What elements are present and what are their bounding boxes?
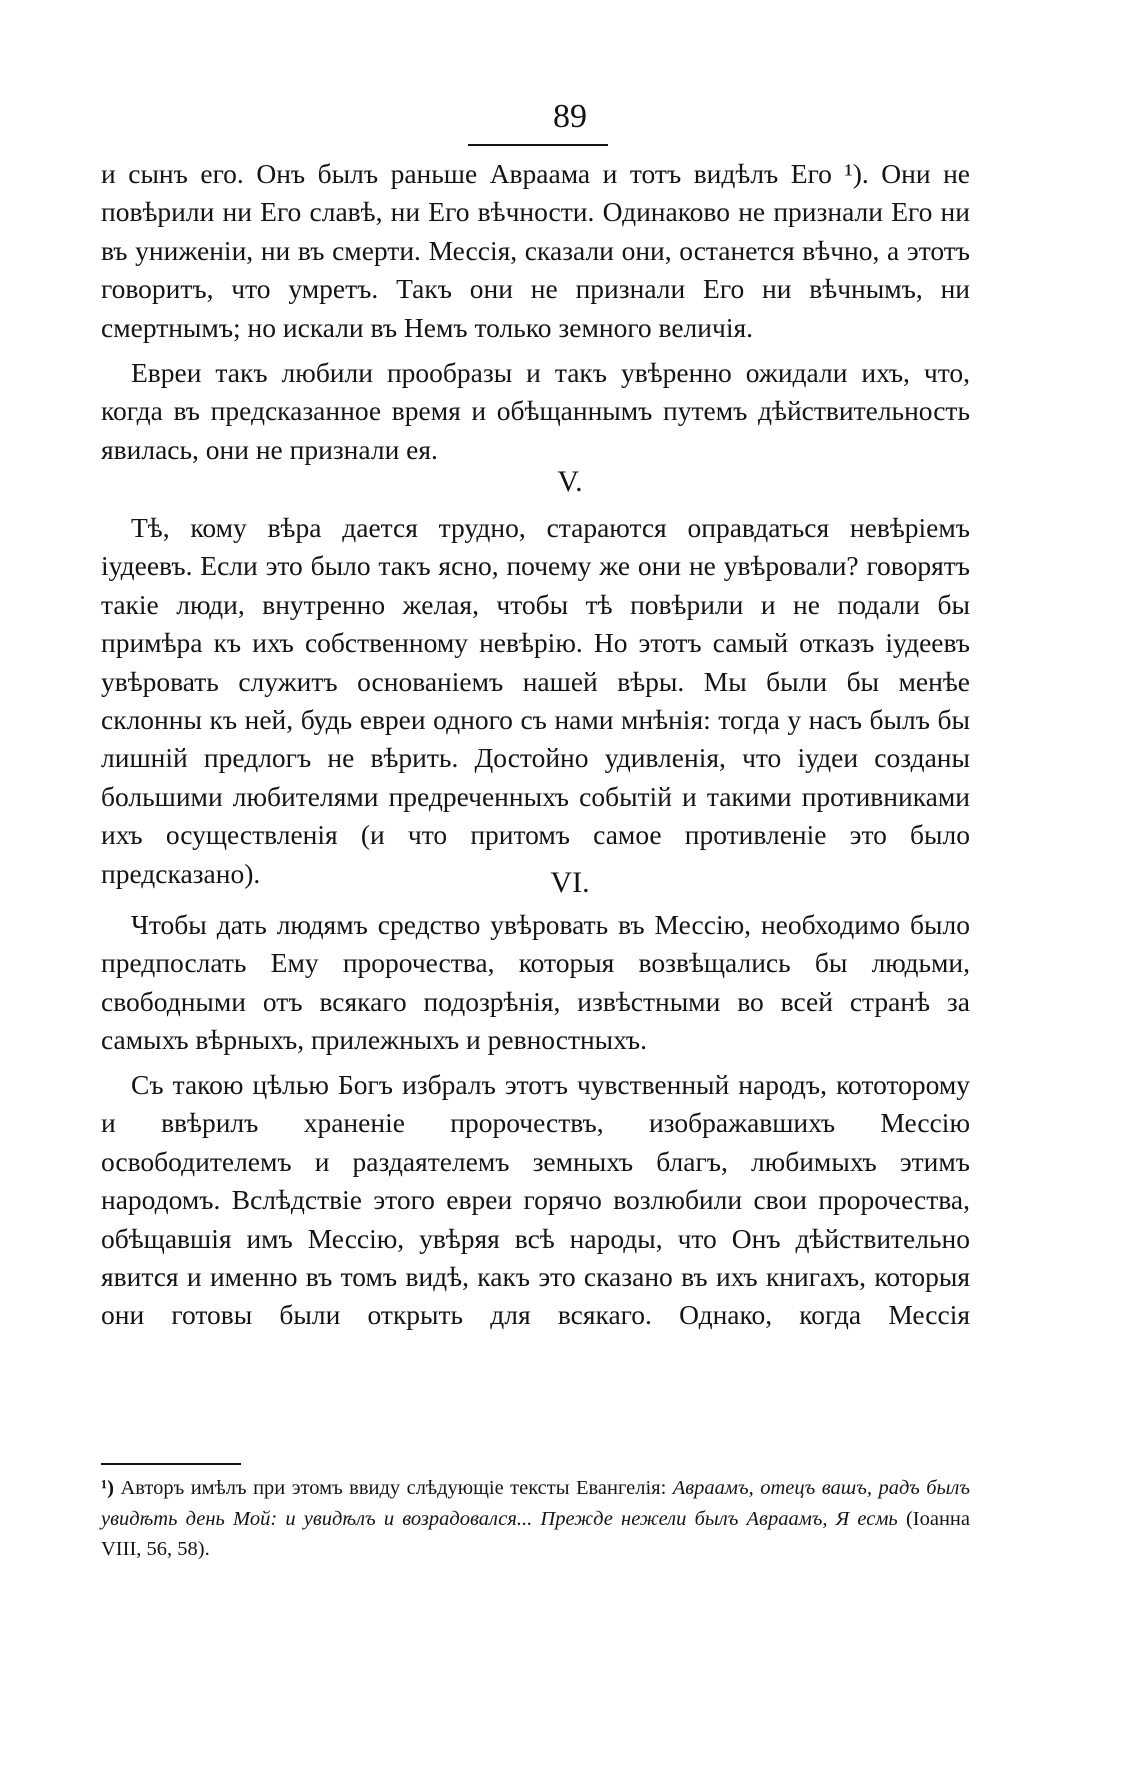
paragraph-1: и сынъ его. Онъ былъ раньше Авраама и тотъ видѣлъ Его ¹). Они не повѣрили ни Его славѣ, ни Его вѣчности. Одинаково не признали Его ни въ униженіи, ни въ смерти. Мессія, сказали они, останется вѣчно, а этотъ говоритъ, что умретъ. Такъ они не признали Его ни вѣчнымъ, ни смертнымъ; но искали въ Немъ только земного величія. xyxy=(101,158,970,343)
paragraph-2: Евреи такъ любили прообразы и такъ увѣренно ожидали ихъ, что, когда въ предсказанное время и обѣщаннымъ путемъ дѣйствительность явилась, они не признали ея. xyxy=(101,357,970,465)
footnote-intro: Авторъ имѣлъ при этомъ ввиду слѣдующіе тексты Евангелія: xyxy=(113,1477,673,1499)
paragraph-3: Тѣ, кому вѣра дается трудно, стараются оправдаться невѣріемъ іудеевъ. Если это было такъ ясно, почему же они не увѣровали? говорятъ такіе люди, внутренно желая, чтобы тѣ повѣрили и не подали бы примѣра къ ихъ собственному невѣрію. Но этотъ самый отказъ іудеевъ увѣровать служитъ основаніемъ нашей вѣры. Мы были бы менѣе склонны къ ней, будь евреи одного съ нами мнѣнія: тогда у насъ былъ бы лишній предлогъ не вѣрить. Достойно удивленія, что іудеи созданы большими любителями предреченныхъ событій и такими противниками ихъ осуществленія (и что притомъ самое противленіе это было предсказано). xyxy=(101,512,970,889)
page-number: 89 xyxy=(553,98,587,135)
footnote-marker: ¹) xyxy=(101,1477,114,1499)
footnote-rule xyxy=(101,1463,241,1465)
paragraph-5: Съ такою цѣлью Богъ избралъ этотъ чувственный народъ, кототорому и ввѣрилъ храненіе пророчествъ, изображавшихъ Мессію освободителемъ и раздаятелемъ земныхъ благъ, любимыхъ этимъ народомъ. Вслѣдствіе этого евреи горячо возлюбили свои пророчества, обѣщавшія имъ Мессію, увѣряя всѣ народы, что Онъ дѣйствительно явится и именно въ томъ видѣ, какъ это сказано въ ихъ книгахъ, которыя они готовы были открыть для всякаго. Однако, когда Мессія xyxy=(101,1069,970,1331)
footnote-reference: (Іоанна VIII, 56, 58). xyxy=(101,1507,971,1560)
paragraph-4: Чтобы дать людямъ средство увѣровать въ Мессію, необходимо было предпослать Ему пророчества, которыя возвѣщались бы людьми, свободными отъ всякаго подозрѣнія, извѣстными во всей странѣ за самыхъ вѣрныхъ, прилежныхъ и ревностныхъ. xyxy=(101,909,970,1056)
page-number-rule xyxy=(468,144,608,146)
section-heading-v: V. xyxy=(557,465,583,498)
footnote xyxy=(101,1473,970,1565)
footnote-quote: Авраамъ, отецъ вашъ, радъ былъ увидѣть день Мой: и увидѣлъ и возрадовался... Прежде нежели былъ Авраамъ, Я есмь xyxy=(101,1477,970,1530)
section-heading-vi: VI. xyxy=(550,866,590,899)
